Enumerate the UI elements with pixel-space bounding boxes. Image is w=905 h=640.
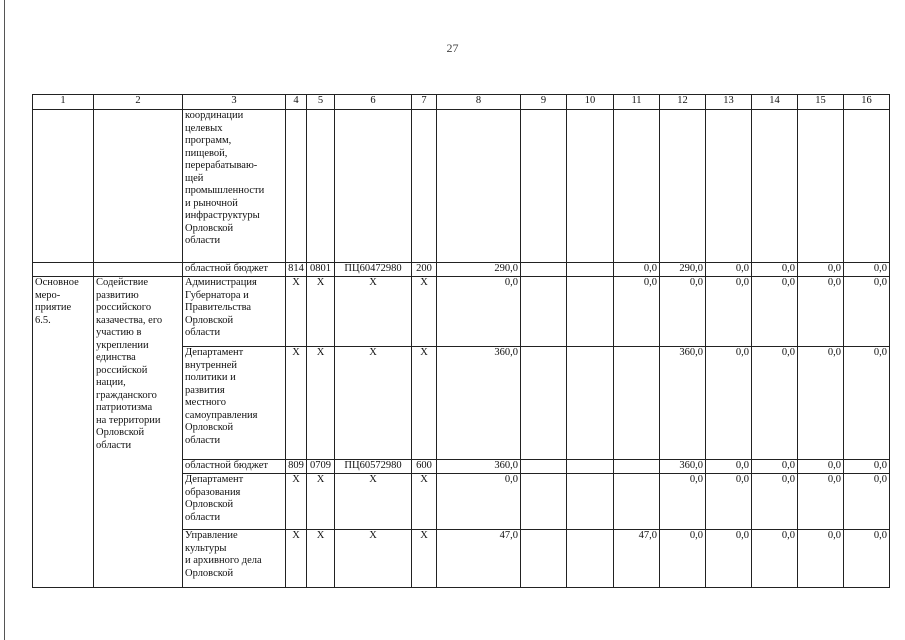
table-cell: Х	[307, 530, 335, 588]
table-cell: 0,0	[706, 460, 752, 474]
table-cell: 360,0	[660, 460, 706, 474]
column-header: 3	[183, 95, 286, 110]
table-cell: 360,0	[660, 347, 706, 460]
table-cell	[567, 460, 614, 474]
column-header: 15	[798, 95, 844, 110]
table-cell: 290,0	[660, 263, 706, 277]
page-margin-line	[4, 0, 5, 640]
table-cell: 47,0	[614, 530, 660, 588]
table-cell	[521, 460, 567, 474]
table-cell	[567, 277, 614, 347]
table-cell: 0,0	[752, 277, 798, 347]
table-cell: 0,0	[798, 347, 844, 460]
table-cell: 0,0	[844, 474, 890, 530]
column-header: 1	[33, 95, 94, 110]
header-row	[33, 95, 890, 110]
table-cell: Х	[307, 347, 335, 460]
table-cell: 0,0	[752, 460, 798, 474]
table-cell	[33, 110, 94, 263]
table-cell: 809	[286, 460, 307, 474]
table-cell: 0,0	[844, 460, 890, 474]
table-cell: Х	[335, 347, 412, 460]
table-cell: 0709	[307, 460, 335, 474]
table-row	[33, 110, 890, 263]
executor-cell: Департамент образования Орловской области	[183, 474, 286, 530]
table-cell: Х	[286, 530, 307, 588]
table-cell: 0,0	[752, 263, 798, 277]
table-cell: 0,0	[798, 474, 844, 530]
column-header: 6	[335, 95, 412, 110]
table-cell	[33, 263, 94, 277]
table-cell: Х	[335, 474, 412, 530]
table-cell: 0,0	[706, 474, 752, 530]
event-number-cell: Основное меро- приятие 6.5.	[33, 277, 94, 588]
table-cell: 0,0	[844, 530, 890, 588]
table-cell: 0,0	[798, 460, 844, 474]
column-header: 13	[706, 95, 752, 110]
column-header: 16	[844, 95, 890, 110]
table-cell	[521, 530, 567, 588]
table-cell: 814	[286, 263, 307, 277]
table-cell: 0,0	[798, 263, 844, 277]
table-cell: Х	[412, 347, 437, 460]
executor-cell: Управление культуры и архивного дела Орловской	[183, 530, 286, 588]
budget-table	[32, 94, 890, 588]
table-cell: 0,0	[752, 474, 798, 530]
table-cell	[94, 263, 183, 277]
table-cell: Х	[412, 530, 437, 588]
table-cell: Х	[412, 277, 437, 347]
column-header: 4	[286, 95, 307, 110]
table-cell: Х	[335, 530, 412, 588]
table-cell	[567, 347, 614, 460]
table-cell: 0,0	[660, 277, 706, 347]
table-cell: 0,0	[660, 474, 706, 530]
table-cell	[567, 263, 614, 277]
column-header: 14	[752, 95, 798, 110]
table-cell: 360,0	[437, 460, 521, 474]
table-cell: Х	[307, 474, 335, 530]
column-header: 10	[567, 95, 614, 110]
table-cell	[94, 110, 183, 263]
table-cell: 0,0	[706, 263, 752, 277]
table-cell	[521, 263, 567, 277]
table-cell: 200	[412, 263, 437, 277]
event-description-cell: Содействие развитию российского казачества, его участию в укреплении единства российской нации, гражданского патриотизма на территории Орловской области	[94, 277, 183, 588]
column-header: 9	[521, 95, 567, 110]
table-cell: 0,0	[614, 263, 660, 277]
column-header: 12	[660, 95, 706, 110]
table-cell	[614, 347, 660, 460]
table-cell	[614, 460, 660, 474]
executor-cell: координации целевых программ, пищевой, перерабатываю- щей промышленности и рыночной инфраструктуры Орловской области	[183, 110, 286, 263]
table-cell: 0,0	[798, 530, 844, 588]
executor-cell: Департамент внутренней политики и развития местного самоуправления Орловской области	[183, 347, 286, 460]
table-cell: ПЦ60472980	[335, 263, 412, 277]
table-cell: 0,0	[752, 347, 798, 460]
table-cell: 0,0	[706, 277, 752, 347]
column-header: 11	[614, 95, 660, 110]
table-cell: 600	[412, 460, 437, 474]
table-cell: Х	[335, 277, 412, 347]
table-cell: 0,0	[844, 263, 890, 277]
table-cell: 360,0	[437, 347, 521, 460]
column-header: 2	[94, 95, 183, 110]
table-cell	[521, 474, 567, 530]
column-header: 5	[307, 95, 335, 110]
table-cell: 47,0	[437, 530, 521, 588]
table-cell: 0,0	[752, 530, 798, 588]
table-cell: 290,0	[437, 263, 521, 277]
page-number: 27	[446, 41, 459, 55]
table-cell: 0,0	[798, 277, 844, 347]
table-cell	[521, 277, 567, 347]
table-cell: Х	[412, 474, 437, 530]
table-cell: 0,0	[706, 530, 752, 588]
column-header: 7	[412, 95, 437, 110]
table-cell: ПЦ60572980	[335, 460, 412, 474]
table-cell: Х	[286, 474, 307, 530]
table-cell	[614, 474, 660, 530]
table-cell: 0,0	[437, 474, 521, 530]
table-cell	[567, 530, 614, 588]
table-cell: Х	[286, 277, 307, 347]
budget-source-cell: областной бюджет	[183, 460, 286, 474]
table-cell: Х	[307, 277, 335, 347]
table-cell: 0,0	[844, 277, 890, 347]
table-cell	[521, 347, 567, 460]
budget-source-cell: областной бюджет	[183, 263, 286, 277]
table-cell: 0,0	[437, 277, 521, 347]
table-cell: 0,0	[614, 277, 660, 347]
table-cell: 0,0	[706, 347, 752, 460]
table-cell: 0,0	[844, 347, 890, 460]
table-cell: 0,0	[660, 530, 706, 588]
table-cell	[567, 474, 614, 530]
table-cell: 0801	[307, 263, 335, 277]
column-header: 8	[437, 95, 521, 110]
executor-cell: Администрация Губернатора и Правительства Орловской области	[183, 277, 286, 347]
table-row	[33, 277, 890, 347]
table-cell: Х	[286, 347, 307, 460]
table-row	[33, 263, 890, 277]
